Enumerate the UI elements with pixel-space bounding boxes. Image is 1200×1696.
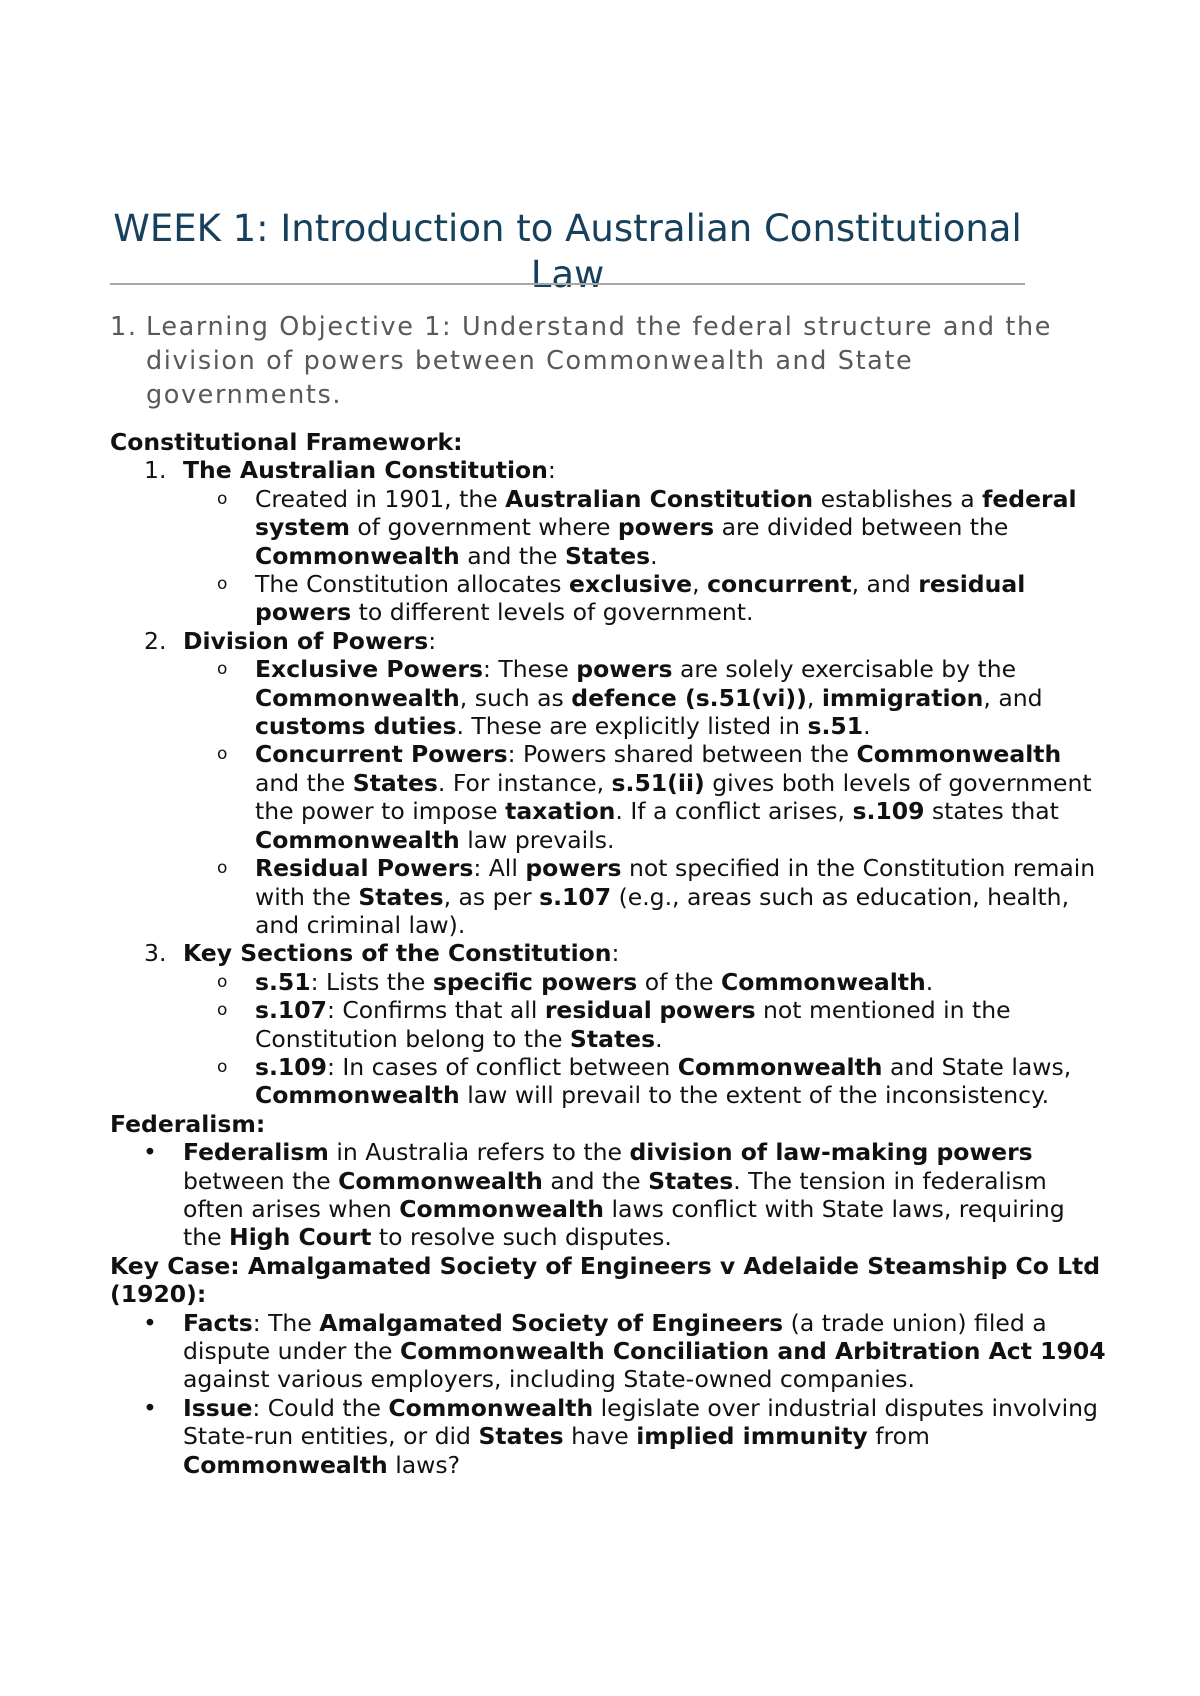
bullet-icon: • — [143, 1308, 157, 1337]
sub-bullet — [110, 485, 1110, 570]
list-number: 1. — [144, 456, 167, 485]
sub-bullet-text: The Constitution allocates exclusive, concurrent, and residual powers to different levels of government. — [255, 570, 1026, 627]
sub-bullet — [110, 740, 1110, 854]
circle-bullet-icon: o — [217, 858, 228, 879]
learning-objective — [110, 310, 1100, 412]
list-item-key-sections: 3. Key Sections of the Constitution: — [144, 939, 620, 968]
sub-bullet-text: s.109: In cases of conflict between Commonwealth and State laws, Commonwealth law will prevail to the extent of the inconsistency. — [255, 1052, 1072, 1110]
circle-bullet-icon: o — [217, 971, 228, 992]
bullet-icon: • — [143, 1393, 157, 1422]
sub-bullet — [110, 1053, 1110, 1110]
sub-bullet-text: Created in 1901, the Australian Constitution establishes a federal system of government where powers are divided between the Commonwealth and the States. — [255, 484, 1077, 570]
sub-bullet — [110, 570, 1110, 627]
list-item-australian-constitution: 1. The Australian Constitution: — [144, 456, 556, 485]
circle-bullet-icon: o — [217, 574, 228, 595]
bullet-text: Issue: Could the Commonwealth legislate over industrial disputes involving State-run entities, or did States have implied immunity from Commonwealth laws? — [183, 1393, 1098, 1479]
section-heading-federalism: Federalism: — [110, 1109, 266, 1138]
sub-bullet-text: s.107: Confirms that all residual powers not mentioned in the Constitution belong to the States. — [255, 996, 1011, 1053]
bullet-text: Facts: The Amalgamated Society of Engineers (a trade union) filed a dispute under the Commonwealth Conciliation and Arbitration Act 1904 against various employers, including State-owned companies. — [183, 1308, 1106, 1394]
bullet-text: Federalism in Australia refers to the division of law-making powers between the Commonwealth and the States. The tension in federalism often arises when Commonwealth laws conflict with State laws, requiring the High Court to resolve such disputes. — [183, 1138, 1065, 1252]
bullet-item — [110, 1138, 1110, 1252]
list-number: 2. — [144, 626, 167, 655]
bullet-icon: • — [143, 1138, 157, 1167]
bullet-item — [110, 1309, 1110, 1394]
section-heading-constitutional-framework: Constitutional Framework: — [110, 428, 463, 456]
objective-number: 1. — [110, 312, 138, 342]
objective-text: Learning Objective 1: Understand the federal structure and the division of powers between Commonwealth and State governments. — [146, 312, 1053, 410]
section-heading-key-case: Key Case: Amalgamated Society of Engineers v Adelaide Steamship Co Ltd (1920): — [110, 1251, 1101, 1309]
list-item-title: Key Sections of the Constitution — [183, 939, 612, 968]
list-item-title: Division of Powers — [183, 626, 429, 655]
sub-bullet — [110, 996, 1110, 1053]
sub-bullet — [110, 968, 1110, 996]
sub-bullet — [110, 854, 1110, 939]
circle-bullet-icon: o — [217, 744, 228, 765]
circle-bullet-icon: o — [217, 1056, 228, 1077]
title-divider — [110, 283, 1025, 285]
circle-bullet-icon: o — [217, 659, 228, 680]
list-number: 3. — [144, 939, 167, 968]
sub-bullet-text: Residual Powers: All powers not specified in the Constitution remain with the States, as per s.107 (e.g., areas such as education, health, and criminal law). — [255, 854, 1096, 939]
sub-bullet-text: Concurrent Powers: Powers shared between the Commonwealth and the States. For instance, s.51(ii) gives both levels of government the power to impose taxation. If a conflict arises, s.109 states that Commonwealth law prevails. — [255, 740, 1092, 854]
sub-bullet-text: s.51: Lists the specific powers of the Commonwealth. — [255, 967, 934, 996]
bullet-item — [110, 1394, 1110, 1479]
notes-body — [110, 428, 1110, 1479]
circle-bullet-icon: o — [217, 1000, 228, 1021]
circle-bullet-icon: o — [217, 488, 228, 509]
list-item-title: The Australian Constitution — [183, 456, 548, 485]
sub-bullet — [110, 655, 1110, 740]
sub-bullet-text: Exclusive Powers: These powers are solely exercisable by the Commonwealth, such as defence (s.51(vi)), immigration, and customs duties. These are explicitly listed in s.51. — [255, 655, 1043, 741]
list-item-division-of-powers: 2. Division of Powers: — [144, 626, 437, 655]
page-title: WEEK 1: Introduction to Australian Constitutional Law — [113, 206, 1022, 296]
